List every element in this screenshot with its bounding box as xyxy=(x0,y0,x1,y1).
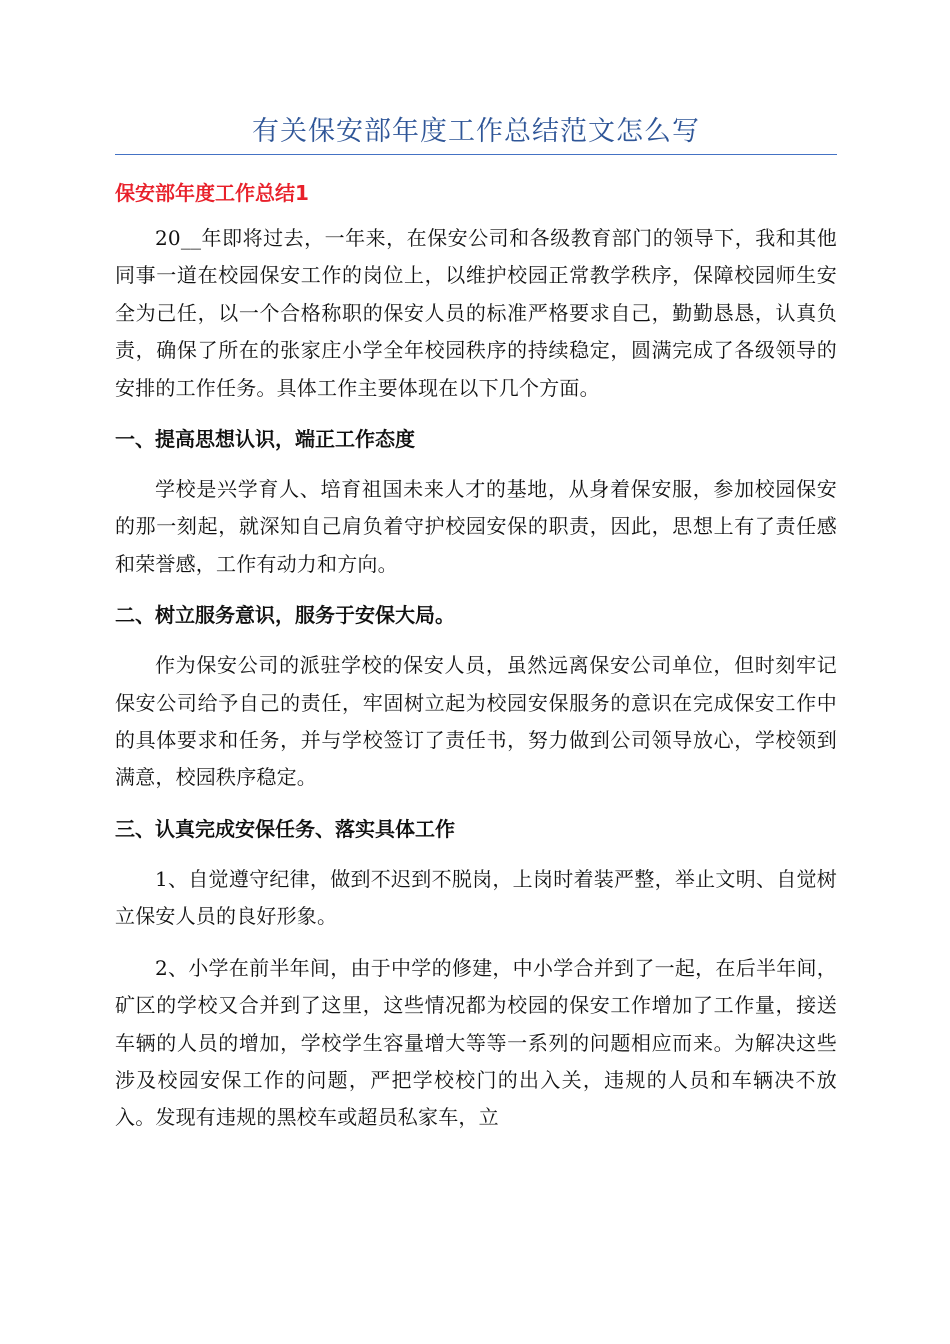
paragraph-2: 作为保安公司的派驻学校的保安人员，虽然远离保安公司单位，但时刻牢记保安公司给予自己的责任，牢固树立起为校园安保服务的意识在完成保安工作中的具体要求和任务，并与学校签订了责任书，努力做到公司领导放心，学校领到满意，校园秩序稳定。 xyxy=(115,653,837,790)
section-title: 保安部年度工作总结1 xyxy=(115,181,309,205)
document-page xyxy=(115,112,837,1151)
heading-2: 二、树立服务意识，服务于安保大局。 xyxy=(115,603,455,628)
heading-1: 一、提高思想认识，端正工作态度 xyxy=(115,427,415,452)
paragraph-4: 2、小学在前半年间，由于中学的修建，中小学合并到了一起，在后半年间，矿区的学校又合并到了这里，这些情况都为校园的保安工作增加了工作量，接送车辆的人员的增加，学校学生容量增大等等一系列的问题相应而来。为解决这些涉及校园安保工作的问题，严把学校校门的出入关，违规的人员和车辆决不放入。发现有违规的黑校车或超员私家车，立 xyxy=(115,955,837,1130)
heading-3: 三、认真完成安保任务、落实具体工作 xyxy=(115,816,455,841)
intro-paragraph: 20__年即将过去，一年来，在保安公司和各级教育部门的领导下，我和其他同事一道在校园保安工作的岗位上，以维护校园正常教学秩序，保障校园师生安全为己任，以一个合格称职的保安人员的标准严格要求自己，勤勤恳恳，认真负责，确保了所在的张家庄小学全年校园秩序的持续稳定，圆满完成了各级领导的安排的工作任务。具体工作主要体现在以下几个方面。 xyxy=(115,226,837,400)
paragraph-1: 学校是兴学育人、培育祖国未来人才的基地，从身着保安服，参加校园保安的那一刻起，就深知自己肩负着守护校园安保的职责，因此，思想上有了责任感和荣誉感，工作有动力和方向。 xyxy=(115,477,837,576)
title-underline xyxy=(115,154,837,155)
document-title: 有关保安部年度工作总结范文怎么写 xyxy=(252,116,700,147)
paragraph-3: 1、自觉遵守纪律，做到不迟到不脱岗，上岗时着装严整，举止文明、自觉树立保安人员的良好形象。 xyxy=(115,866,837,929)
